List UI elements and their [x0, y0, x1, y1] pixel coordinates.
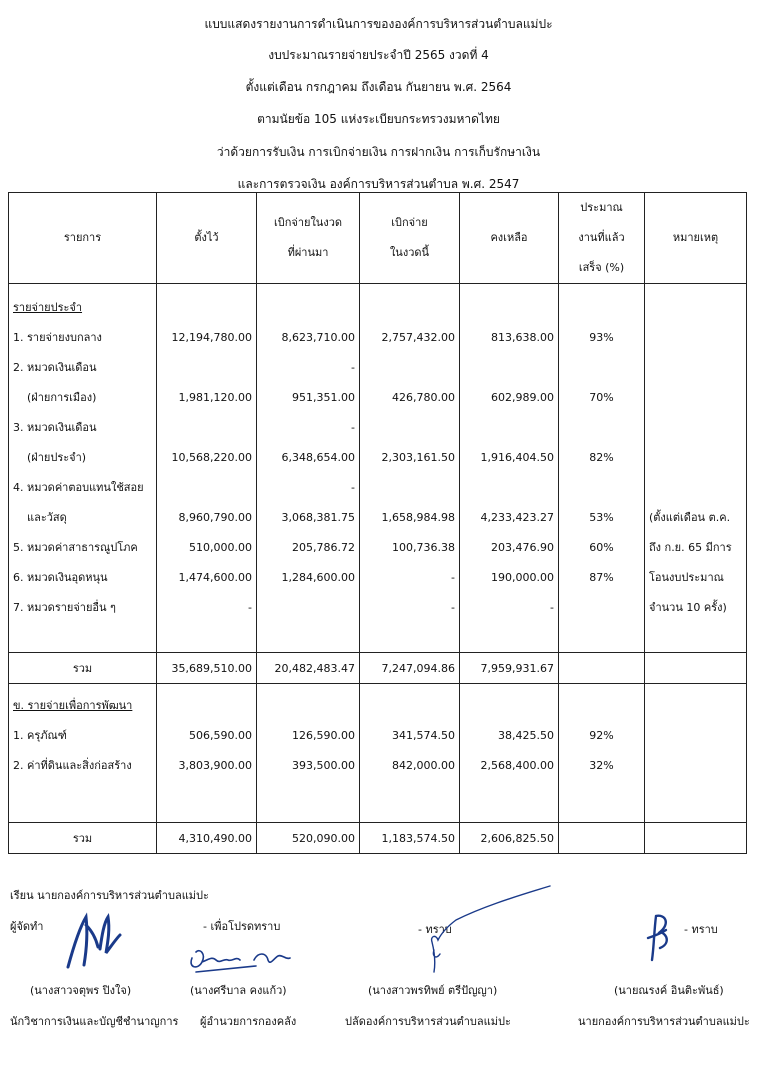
regulation-subject-line: ว่าด้วยการรับเงิน การเบิกจ่ายเงิน การฝากเงิน การเก็บรักษาเงิน: [216, 145, 541, 159]
total-label: รวม: [9, 653, 157, 684]
cell-percent: 82%: [559, 442, 645, 472]
row-label-sub: (ฝ่ายการเมือง): [9, 382, 157, 412]
signature-deputy: [410, 880, 560, 980]
signature-finance-director: [186, 938, 296, 978]
cell-remain: 2,568,400.00: [460, 750, 559, 780]
section-title-row: [9, 684, 747, 721]
total-budget: 35,689,510.00: [157, 653, 257, 684]
row-label-sub: และวัสดุ: [9, 502, 157, 532]
cell-dash: -: [257, 352, 360, 382]
cell-budget: 8,960,790.00: [157, 502, 257, 532]
cell-percent: 93%: [559, 322, 645, 352]
table-row: [9, 472, 747, 502]
total-prev: 520,090.00: [257, 823, 360, 854]
row-label: 2. ค่าที่ดินและสิ่งก่อสร้าง: [9, 750, 157, 780]
signer3-title: ปลัดองค์การบริหารส่วนตำบลแม่ปะ: [345, 1015, 511, 1028]
table-row: [9, 562, 747, 592]
cell-prev: 3,068,381.75: [257, 502, 360, 532]
signer3-name: (นางสาวพรทิพย์ ตรีปัญญา): [368, 984, 498, 997]
cell-note: ถึง ก.ย. 65 มีการ: [645, 532, 747, 562]
cell-curr: 100,736.38: [360, 532, 460, 562]
col-header-percent: ประมาณ งานที่แล้ว เสร็จ (%): [559, 193, 645, 284]
table-row: [9, 592, 747, 622]
cell-note: (ตั้งแต่เดือน ต.ค.: [645, 502, 747, 532]
total-remain: 7,959,931.67: [460, 653, 559, 684]
col-header-item: รายการ: [9, 193, 157, 284]
cell-prev: 6,348,654.00: [257, 442, 360, 472]
cell-percent: 70%: [559, 382, 645, 412]
table-row: [9, 502, 747, 532]
signer2-name: (นางศรีบาล คงแก้ว): [190, 984, 287, 997]
cell-remain: 1,916,404.50: [460, 442, 559, 472]
row-label: 7. หมวดรายจ่ายอื่น ๆ: [9, 592, 157, 622]
total-row: [9, 653, 747, 684]
total-prev: 20,482,483.47: [257, 653, 360, 684]
cell-remain: 38,425.50: [460, 720, 559, 750]
salutation: เรียน นายกองค์การบริหารส่วนตำบลแม่ปะ: [10, 889, 209, 902]
ack-label-finance-director: - เพื่อโปรดทราบ: [203, 920, 281, 933]
cell-curr: -: [360, 592, 460, 622]
signer4-name: (นายณรงค์ อินติะพันธ์): [614, 984, 724, 997]
total-label: รวม: [9, 823, 157, 854]
cell-budget: 3,803,900.00: [157, 750, 257, 780]
period-line: ตั้งแต่เดือน กรกฎาคม ถึงเดือน กันยายน พ.ศ. 2564: [245, 80, 512, 94]
table-row: [9, 720, 747, 750]
row-label: 2. หมวดเงินเดือน: [9, 352, 157, 382]
cell-remain: 4,233,423.27: [460, 502, 559, 532]
col-header-note: หมายเหตุ: [645, 193, 747, 284]
cell-dash: -: [257, 472, 360, 502]
cell-percent: 60%: [559, 532, 645, 562]
row-label: 1. รายจ่ายงบกลาง: [9, 322, 157, 352]
cell-budget: 1,474,600.00: [157, 562, 257, 592]
total-row: [9, 823, 747, 854]
spacer-row: [9, 780, 747, 823]
signer1-name: (นางสาวจตุพร ปิงใจ): [30, 984, 132, 997]
table-row: [9, 442, 747, 472]
col-header-curr: เบิกจ่าย ในงวดนี้: [360, 193, 460, 284]
total-curr: 7,247,094.86: [360, 653, 460, 684]
signer2-title: ผู้อำนวยการกองคลัง: [200, 1015, 297, 1028]
cell-note: โอนงบประมาณ: [645, 562, 747, 592]
cell-note: จำนวน 10 ครั้ง): [645, 592, 747, 622]
total-budget: 4,310,490.00: [157, 823, 257, 854]
cell-curr: 2,303,161.50: [360, 442, 460, 472]
ack-label-deputy: - ทราบ: [418, 923, 452, 936]
row-label: 1. ครุภัณฑ์: [9, 720, 157, 750]
budget-year-line: งบประมาณรายจ่ายประจำปี 2565 งวดที่ 4: [268, 48, 489, 62]
cell-curr: 341,574.50: [360, 720, 460, 750]
signature-mayor: [640, 908, 680, 963]
total-remain: 2,606,825.50: [460, 823, 559, 854]
cell-remain: 813,638.00: [460, 322, 559, 352]
cell-prev: 1,284,600.00: [257, 562, 360, 592]
cell-percent: 53%: [559, 502, 645, 532]
cell-prev: 126,590.00: [257, 720, 360, 750]
row-label-sub: (ฝ่ายประจำ): [9, 442, 157, 472]
cell-percent: 92%: [559, 720, 645, 750]
row-label: 4. หมวดค่าตอบแทนใช้สอย: [9, 472, 157, 502]
cell-prev: 8,623,710.00: [257, 322, 360, 352]
signer1-title: นักวิชาการเงินและบัญชีชำนาญการ: [10, 1015, 179, 1028]
cell-budget: 1,981,120.00: [157, 382, 257, 412]
total-curr: 1,183,574.50: [360, 823, 460, 854]
table-row: [9, 412, 747, 442]
cell-budget: 506,590.00: [157, 720, 257, 750]
table-header-row: [9, 193, 747, 284]
row-label: 5. หมวดค่าสาธารณูปโภค: [9, 532, 157, 562]
section-title-row: [9, 284, 747, 323]
regulation-line: ตามนัยข้อ 105 แห่งระเบียบกระทรวงมหาดไทย: [257, 112, 500, 126]
table-row: [9, 382, 747, 412]
ack-label-mayor: - ทราบ: [684, 923, 718, 936]
preparer-label: ผู้จัดทำ: [10, 920, 44, 933]
cell-prev: 205,786.72: [257, 532, 360, 562]
cell-remain: 190,000.00: [460, 562, 559, 592]
cell-remain: 203,476.90: [460, 532, 559, 562]
row-label: 6. หมวดเงินอุดหนุน: [9, 562, 157, 592]
table-row: [9, 322, 747, 352]
cell-curr: -: [360, 562, 460, 592]
section-title: ข. รายจ่ายเพื่อการพัฒนา: [9, 684, 157, 721]
table-row: [9, 750, 747, 780]
table-row: [9, 352, 747, 382]
signature-preparer: [60, 905, 130, 975]
col-header-remain: คงเหลือ: [460, 193, 559, 284]
cell-remain: 602,989.00: [460, 382, 559, 412]
report-table: [8, 192, 747, 854]
cell-dash: -: [257, 412, 360, 442]
cell-budget: -: [157, 592, 257, 622]
cell-curr: 426,780.00: [360, 382, 460, 412]
signer4-title: นายกองค์การบริหารส่วนตำบลแม่ปะ: [578, 1015, 750, 1028]
cell-curr: 842,000.00: [360, 750, 460, 780]
cell-budget: 10,568,220.00: [157, 442, 257, 472]
regulation-year-line: และการตรวจเงิน องค์การบริหารส่วนตำบล พ.ศ. 2547: [237, 177, 520, 191]
table-row: [9, 532, 747, 562]
col-header-prev: เบิกจ่ายในงวด ที่ผ่านมา: [257, 193, 360, 284]
cell-prev: 393,500.00: [257, 750, 360, 780]
cell-budget: 510,000.00: [157, 532, 257, 562]
cell-percent: 87%: [559, 562, 645, 592]
col-header-budget: ตั้งไว้: [157, 193, 257, 284]
cell-percent: 32%: [559, 750, 645, 780]
cell-remain: -: [460, 592, 559, 622]
report-title: แบบแสดงรายงานการดำเนินการขององค์การบริหารส่วนตำบลแม่ปะ: [204, 17, 553, 31]
cell-budget: 12,194,780.00: [157, 322, 257, 352]
row-label: 3. หมวดเงินเดือน: [9, 412, 157, 442]
cell-curr: 1,658,984.98: [360, 502, 460, 532]
cell-prev: 951,351.00: [257, 382, 360, 412]
section-title: รายจ่ายประจำ: [9, 284, 157, 323]
cell-curr: 2,757,432.00: [360, 322, 460, 352]
spacer-row: [9, 622, 747, 653]
